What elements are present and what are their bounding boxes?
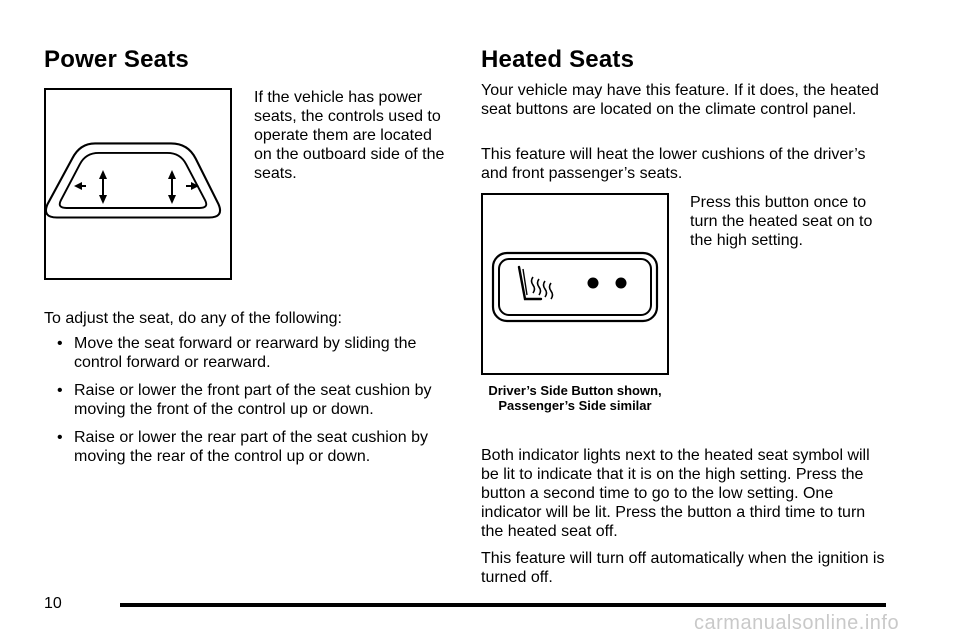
page-number: 10 [44, 595, 62, 612]
list-item: • Raise or lower the rear part of the seat cushion by moving the rear of the control up or down. [44, 428, 444, 466]
power-seats-intro: If the vehicle has power seats, the controls used to operate them are located on the outboard side of the seats. [254, 89, 445, 182]
figure-caption: Driver’s Side Button shown, Passenger’s Side similar [488, 383, 662, 413]
heated-seats-para-2: This feature will heat the lower cushions of the driver’s and front passenger’s seats. [481, 146, 866, 182]
power-seats-lead: To adjust the seat, do any of the following: [44, 310, 342, 327]
power-seats-heading: Power Seats [44, 46, 189, 73]
heated-seat-button-figure [481, 193, 669, 375]
heated-seats-para-3: Both indicator lights next to the heated seat symbol will be lit to indicate that it is on the high setting. Press the button a second time to go to the low setting. One indicator will be lit. Press the button a third time to turn the heated seat off. [481, 447, 870, 540]
heated-seats-para-1: Your vehicle may have this feature. If it does, the heated seat buttons are located on the climate control panel. [481, 82, 879, 118]
power-seats-bullet-list [44, 334, 444, 475]
power-seat-control-icon [46, 90, 230, 278]
heated-seats-heading: Heated Seats [481, 46, 635, 73]
heated-seats-para-4: This feature will turn off automatically when the ignition is turned off. [481, 550, 885, 586]
footer-rule [120, 603, 886, 607]
heated-seats-press-text: Press this button once to turn the heated seat on to the high setting. [690, 194, 873, 249]
watermark: carmanualsonline.info [694, 612, 900, 634]
heated-seat-button-icon [483, 195, 667, 373]
list-item: • Raise or lower the front part of the seat cushion by moving the front of the control up or down. [44, 381, 444, 419]
list-item: • Move the seat forward or rearward by sliding the control forward or rearward. [44, 334, 444, 372]
indicator-light [588, 278, 599, 289]
indicator-light [616, 278, 627, 289]
power-seat-control-figure [44, 88, 232, 280]
